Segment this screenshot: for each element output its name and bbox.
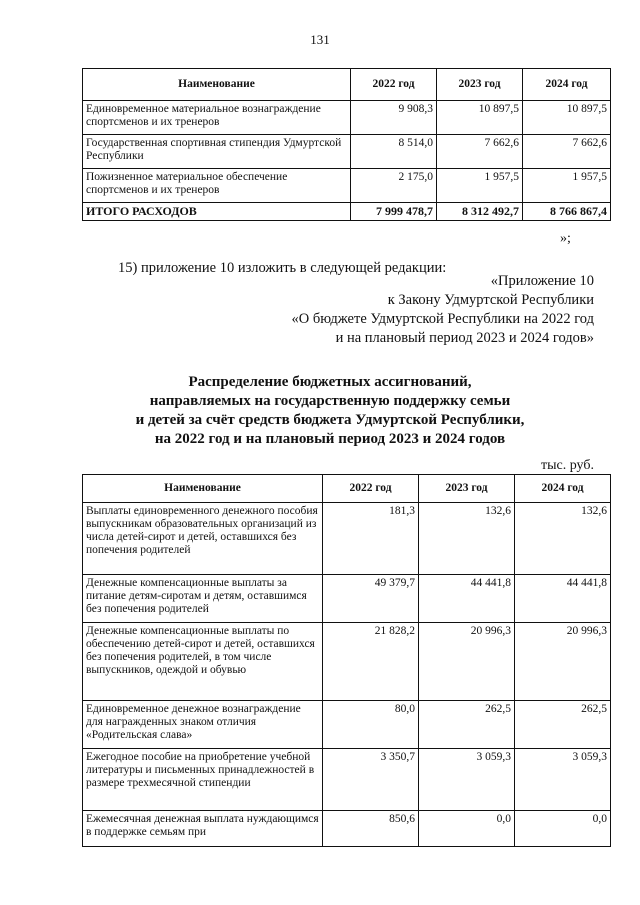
value-2022: 9 908,3	[351, 101, 437, 135]
value-2022: 3 350,7	[323, 749, 419, 811]
closing-quote: »;	[560, 231, 571, 246]
table-row	[83, 811, 611, 847]
appendix-line-4: и на плановый период 2023 и 2024 годов»	[335, 330, 594, 346]
table-row	[83, 101, 611, 135]
title-line-2: направляемых на государственную поддержку семьи	[149, 393, 511, 409]
value-2024: 20 996,3	[515, 623, 611, 701]
document-title	[60, 373, 600, 449]
appendix-line-3: «О бюджете Удмуртской Республики на 2022 год	[291, 311, 594, 327]
amendment-paragraph: 15) приложение 10 изложить в следующей редакции:	[118, 260, 447, 276]
value-2023: 44 441,8	[419, 575, 515, 623]
value-2023: 3 059,3	[419, 749, 515, 811]
value-2022: 850,6	[323, 811, 419, 847]
appendix-heading	[292, 272, 594, 348]
row-name: Единовременное материальное вознаграждение спортсменов и их тренеров	[83, 101, 351, 135]
value-2022: 2 175,0	[351, 169, 437, 203]
value-2022: 80,0	[323, 701, 419, 749]
value-2024: 0,0	[515, 811, 611, 847]
row-name: Денежные компенсационные выплаты за питание детям-сиротам и детям, оставшимся без попечения родителей	[83, 575, 323, 623]
value-2024: 7 662,6	[523, 135, 611, 169]
table-header-row	[83, 69, 611, 101]
header-name: Наименование	[83, 475, 323, 503]
header-2023: 2023 год	[419, 475, 515, 503]
title-line-4: на 2022 год и на плановый период 2023 и 2024 годов	[154, 431, 506, 447]
header-name: Наименование	[83, 69, 351, 101]
title-line-3: и детей за счёт средств бюджета Удмуртской Республики,	[135, 412, 525, 428]
header-2023: 2023 год	[437, 69, 523, 101]
value-2023: 0,0	[419, 811, 515, 847]
value-2022: 8 514,0	[351, 135, 437, 169]
value-2023: 7 662,6	[437, 135, 523, 169]
row-name: Выплаты единовременного денежного пособия выпускникам образовательных организаций из числа детей-сирот и детей, оставшихся без попечения родителей	[83, 503, 323, 575]
family-support-table	[82, 474, 611, 847]
value-2023: 132,6	[419, 503, 515, 575]
table-row	[83, 575, 611, 623]
table-header-row	[83, 475, 611, 503]
row-name: Денежные компенсационные выплаты по обеспечению детей-сирот и детей, оставшихся без попечения родителей, в том числе выпускников, одеждой и обувью	[83, 623, 323, 701]
table-row	[83, 701, 611, 749]
value-2023: 20 996,3	[419, 623, 515, 701]
value-2024: 10 897,5	[523, 101, 611, 135]
table-row	[83, 135, 611, 169]
table-row	[83, 749, 611, 811]
value-2024: 3 059,3	[515, 749, 611, 811]
value-2023: 1 957,5	[437, 169, 523, 203]
value-2022: 181,3	[323, 503, 419, 575]
row-name: Ежегодное пособие на приобретение учебной литературы и письменных принадлежностей в размере трехмесячной стипендии	[83, 749, 323, 811]
value-2024: 44 441,8	[515, 575, 611, 623]
value-2022: 49 379,7	[323, 575, 419, 623]
row-name: Государственная спортивная стипендия Удмуртской Республики	[83, 135, 351, 169]
table-row	[83, 623, 611, 701]
page-number: 131	[310, 32, 330, 47]
units-label: тыс. руб.	[541, 458, 594, 473]
table-row	[83, 169, 611, 203]
total-2024: 8 766 867,4	[523, 203, 611, 221]
row-name: Пожизненное материальное обеспечение спортсменов и их тренеров	[83, 169, 351, 203]
total-2023: 8 312 492,7	[437, 203, 523, 221]
header-2022: 2022 год	[351, 69, 437, 101]
total-2022: 7 999 478,7	[351, 203, 437, 221]
total-row	[83, 203, 611, 221]
value-2023: 10 897,5	[437, 101, 523, 135]
value-2024: 262,5	[515, 701, 611, 749]
appendix-line-1: «Приложение 10	[490, 273, 594, 289]
header-2024: 2024 год	[523, 69, 611, 101]
row-name: Ежемесячная денежная выплата нуждающимся в поддержке семьям при	[83, 811, 323, 847]
value-2024: 1 957,5	[523, 169, 611, 203]
table-row	[83, 503, 611, 575]
title-line-1: Распределение бюджетных ассигнований,	[188, 374, 472, 390]
sports-expenses-table	[82, 68, 611, 221]
value-2023: 262,5	[419, 701, 515, 749]
header-2022: 2022 год	[323, 475, 419, 503]
total-label: ИТОГО РАСХОДОВ	[83, 203, 351, 221]
header-2024: 2024 год	[515, 475, 611, 503]
appendix-line-2: к Закону Удмуртской Республики	[387, 292, 594, 308]
value-2022: 21 828,2	[323, 623, 419, 701]
row-name: Единовременное денежное вознаграждение для награжденных знаком отличия «Родительская слава»	[83, 701, 323, 749]
value-2024: 132,6	[515, 503, 611, 575]
